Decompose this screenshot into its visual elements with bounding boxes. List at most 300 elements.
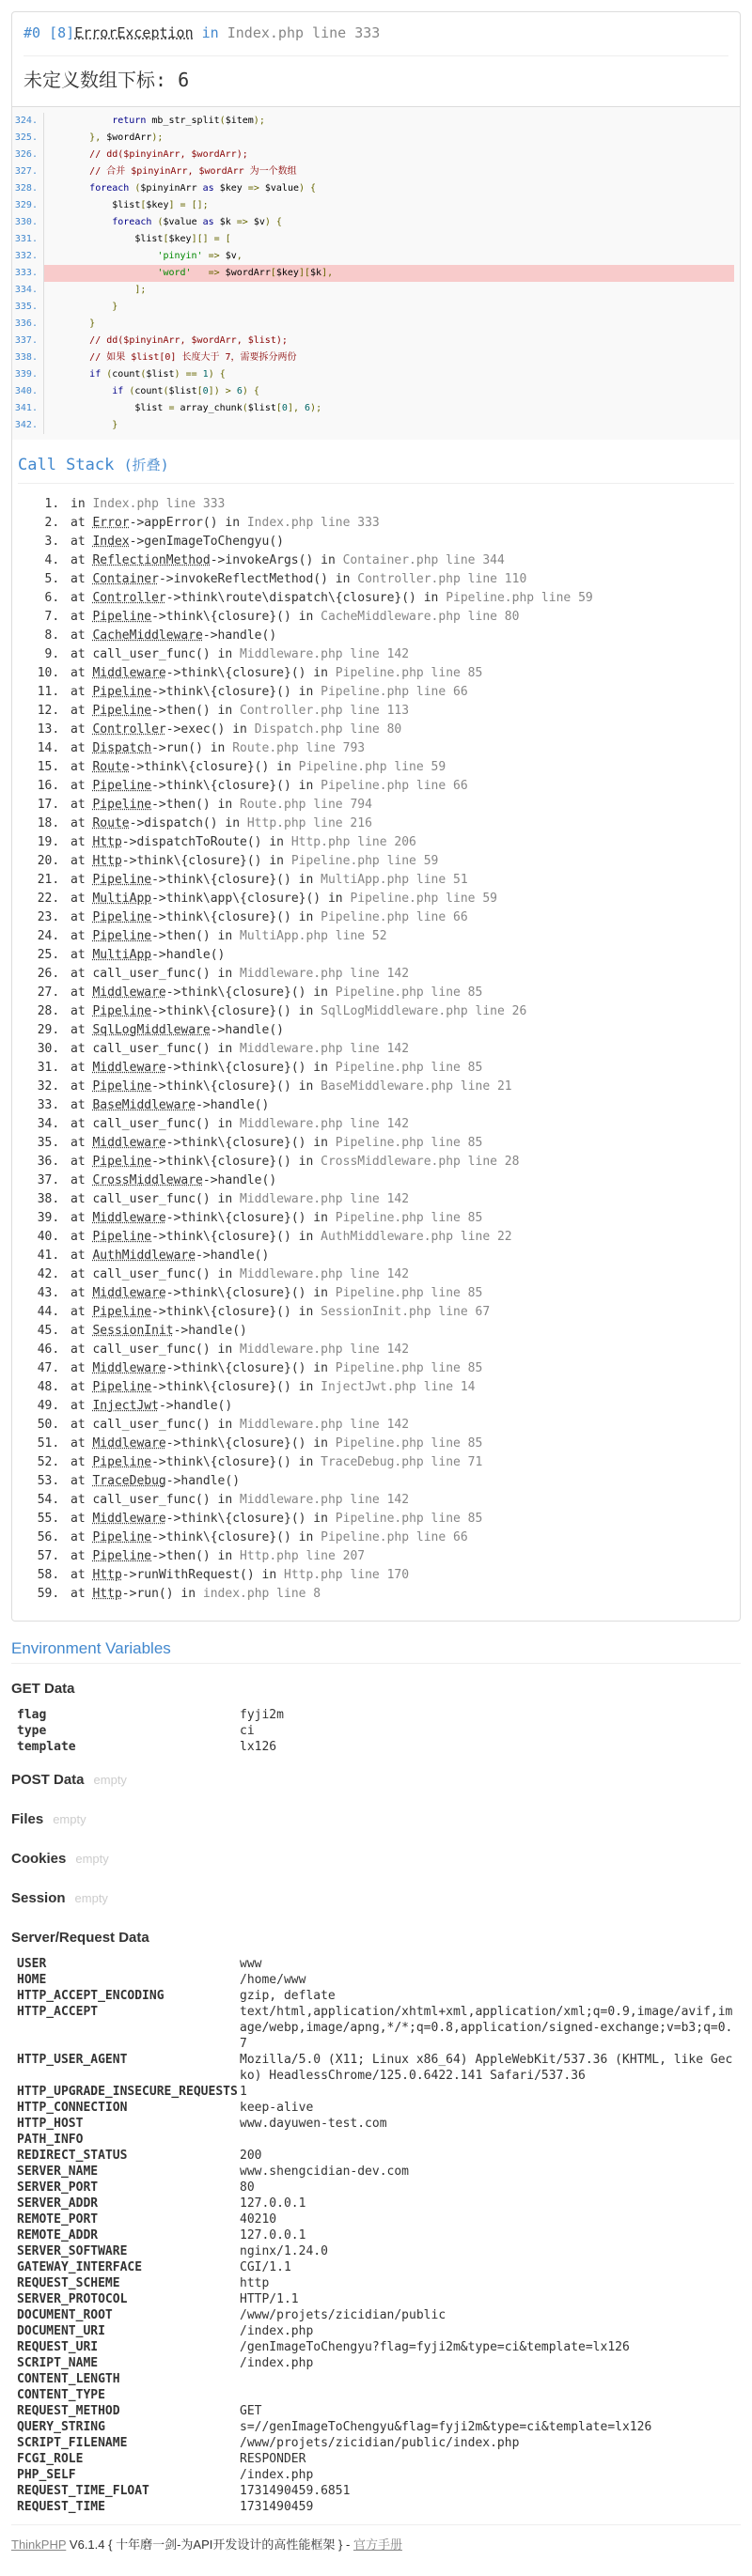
env-row xyxy=(11,2419,741,2435)
stack-call: call_user_func() xyxy=(92,1493,211,1507)
code-token-lit: 6 xyxy=(305,403,311,413)
stack-location-link[interactable]: index.php line 8 xyxy=(202,1587,321,1601)
stack-location-link[interactable]: Pipeline.php line 59 xyxy=(298,760,446,774)
code-token-pun: ( xyxy=(134,183,141,194)
env-value: RESPONDER xyxy=(240,2452,306,2466)
stack-class: Route xyxy=(92,816,130,830)
code-token-pun: ], xyxy=(321,268,334,278)
stack-call: ->run() xyxy=(151,741,203,755)
env-key: SERVER_PROTOCOL xyxy=(17,2292,128,2306)
stack-class: Controller xyxy=(92,591,166,605)
env-value: HTTP/1.1 xyxy=(240,2292,299,2306)
stack-class: Http xyxy=(92,1587,122,1601)
env-key: SCRIPT_NAME xyxy=(17,2356,99,2370)
env-section-caption xyxy=(11,1806,741,1834)
stack-location-link[interactable]: Pipeline.php line 85 xyxy=(335,666,483,680)
env-key: PATH_INFO xyxy=(17,2133,84,2147)
env-row xyxy=(11,2467,741,2483)
env-key: DOCUMENT_URI xyxy=(17,2324,105,2338)
stack-class: CacheMiddleware xyxy=(92,628,203,643)
stack-call: ->handle() xyxy=(158,1399,233,1413)
stack-frame: 11. at Pipeline->think\{closure}() in Pipeline.php line 66 xyxy=(67,683,723,702)
stack-frame: 34. at call_user_func() in Middleware.php line 142 xyxy=(67,1115,723,1134)
code-token-kwd: if xyxy=(89,369,102,380)
stack-location-link[interactable]: Index.php line 333 xyxy=(92,497,226,511)
stack-call: ->think\{closure}() xyxy=(165,1211,306,1225)
stack-frame: 40. at Pipeline->think\{closure}() in AuthMiddleware.php line 22 xyxy=(67,1228,723,1247)
stack-location-link[interactable]: Pipeline.php line 66 xyxy=(321,1530,468,1544)
stack-frame: 15. at Route->think\{closure}() in Pipeline.php line 59 xyxy=(67,758,723,777)
stack-location-link[interactable]: Http.php line 207 xyxy=(240,1549,366,1563)
env-value xyxy=(234,2132,741,2148)
stack-class: Http xyxy=(92,1568,122,1582)
code-line-324 xyxy=(43,113,734,130)
code-token-kwd: as xyxy=(202,217,214,227)
stack-call: ->handle() xyxy=(196,1098,270,1112)
code-token-lit: 1 xyxy=(202,369,209,380)
stack-location-link[interactable]: Middleware.php line 142 xyxy=(240,1042,410,1056)
code-token-com: // 合并 $pinyinArr, $wordArr 为一个数组 xyxy=(89,166,297,177)
code-token-pun: ( xyxy=(219,116,226,126)
code-line-326 xyxy=(43,147,734,163)
code-token-pln: count xyxy=(112,369,141,380)
stack-location-link[interactable]: TraceDebug.php line 71 xyxy=(321,1455,483,1469)
stack-class: AuthMiddleware xyxy=(92,1249,196,1263)
env-row xyxy=(11,2243,741,2259)
code-token-pun: => xyxy=(236,217,248,227)
env-key: REDIRECT_STATUS xyxy=(17,2149,128,2163)
stack-frame: 36. at Pipeline->think\{closure}() in CrossMiddleware.php line 28 xyxy=(67,1153,723,1172)
stack-call: ->think\{closure}() xyxy=(165,1286,306,1300)
stack-location-link[interactable]: Http.php line 216 xyxy=(246,816,372,830)
code-token-pln: $value xyxy=(163,217,203,227)
env-table xyxy=(11,1956,741,2515)
code-line-337 xyxy=(43,333,734,349)
stack-frame: 41. at AuthMiddleware->handle() xyxy=(67,1247,723,1265)
stack-frame: 18. at Route->dispatch() in Http.php line 216 xyxy=(67,815,723,833)
stack-location-link[interactable]: Pipeline.php line 85 xyxy=(335,1512,483,1526)
env-key: SERVER_ADDR xyxy=(17,2196,99,2211)
stack-location-link[interactable]: Pipeline.php line 85 xyxy=(335,1286,483,1300)
stack-class: Index xyxy=(92,535,130,549)
code-token-pln: $pinyinArr xyxy=(140,183,203,194)
stack-frame: 43. at Middleware->think\{closure}() in Pipeline.php line 85 xyxy=(67,1284,723,1303)
stack-class: Pipeline xyxy=(92,610,152,624)
code-token-pun: ( xyxy=(163,386,169,396)
code-token-pln: $wordArr xyxy=(219,268,271,278)
stack-call: ->think\app\{closure}() xyxy=(151,892,321,906)
stack-location-link[interactable]: Controller.php line 110 xyxy=(357,572,527,586)
stack-location-link[interactable]: Controller.php line 113 xyxy=(240,704,410,718)
code-token-kwd: if xyxy=(112,386,124,396)
stack-location-link[interactable]: Middleware.php line 142 xyxy=(240,1267,410,1281)
code-token-pln xyxy=(44,386,112,396)
stack-call: ->think\route\dispatch\{closure}() xyxy=(165,591,416,605)
stack-location-link[interactable]: InjectJwt.php line 14 xyxy=(321,1380,476,1394)
code-token-pln xyxy=(44,132,89,143)
stack-location-link[interactable]: MultiApp.php line 51 xyxy=(321,873,468,887)
exception-panel xyxy=(11,11,741,1622)
stack-call: ->then() xyxy=(151,1549,211,1563)
env-row xyxy=(11,2148,741,2164)
stack-call: ->think\{closure}() xyxy=(151,1305,291,1319)
stack-call: ->think\{closure}() xyxy=(151,873,291,887)
code-line-342 xyxy=(43,417,734,434)
stack-frame: 47. at Middleware->think\{closure}() in Pipeline.php line 85 xyxy=(67,1359,723,1378)
stack-frame: 39. at Middleware->think\{closure}() in Pipeline.php line 85 xyxy=(67,1209,723,1228)
env-key: GATEWAY_INTERFACE xyxy=(17,2260,143,2274)
env-section-caption xyxy=(11,1924,741,1952)
env-value: gzip, deflate xyxy=(240,1989,336,2003)
stack-frame: 24. at Pipeline->then() in MultiApp.php line 52 xyxy=(67,927,723,946)
env-key: QUERY_STRING xyxy=(17,2420,105,2434)
stack-class: MultiApp xyxy=(92,948,152,962)
code-token-pun: ) { xyxy=(299,183,317,194)
stack-location-link[interactable]: Middleware.php line 142 xyxy=(240,647,410,661)
stack-frame: 38. at call_user_func() in Middleware.php line 142 xyxy=(67,1190,723,1209)
stack-call: ->then() xyxy=(151,798,211,812)
env-value: /index.php xyxy=(240,2356,314,2370)
env-key: SERVER_PORT xyxy=(17,2180,99,2195)
environment-tables xyxy=(11,1675,741,2515)
stack-class: Middleware xyxy=(92,1061,166,1075)
code-token-com: // 如果 $list[0] 长度大于 7，需要拆分两份 xyxy=(89,352,297,363)
stack-location-link[interactable]: Pipeline.php line 85 xyxy=(335,985,483,1000)
env-value: 127.0.0.1 xyxy=(240,2228,306,2242)
env-key: REMOTE_ADDR xyxy=(17,2228,99,2242)
stack-frame: 16. at Pipeline->think\{closure}() in Pipeline.php line 66 xyxy=(67,777,723,796)
stack-frame: 17. at Pipeline->then() in Route.php line 794 xyxy=(67,796,723,815)
env-value: GET xyxy=(240,2404,262,2418)
code-token-pun: }, xyxy=(89,132,102,143)
exception-location-link[interactable]: Index.php line 333 xyxy=(227,24,381,41)
env-section-caption xyxy=(11,1675,741,1703)
env-row xyxy=(11,1956,741,1972)
stack-frame: 35. at Middleware->think\{closure}() in Pipeline.php line 85 xyxy=(67,1134,723,1153)
stack-call: ->then() xyxy=(151,704,211,718)
stack-class: Pipeline xyxy=(92,873,152,887)
stack-class: Pipeline xyxy=(92,1230,152,1244)
stack-frame: 13. at Controller->exec() in Dispatch.php line 80 xyxy=(67,721,723,739)
stack-call: ->think\{closure}() xyxy=(151,1380,291,1394)
code-token-pln xyxy=(44,268,157,278)
stack-frame: 26. at call_user_func() in Middleware.php line 142 xyxy=(67,965,723,984)
stack-frame: 49. at InjectJwt->handle() xyxy=(67,1397,723,1416)
code-token-pun: ); xyxy=(253,116,265,126)
code-token-pln: $v xyxy=(247,217,265,227)
code-line-331 xyxy=(43,231,734,248)
stack-frame: 6. at Controller->think\route\dispatch\{closure}() in Pipeline.php line 59 xyxy=(67,589,723,608)
stack-location-link[interactable]: Index.php line 333 xyxy=(246,516,380,530)
stack-class: Pipeline xyxy=(92,685,152,699)
env-key: HTTP_UPGRADE_INSECURE_REQUESTS xyxy=(17,2085,238,2099)
stack-class: Pipeline xyxy=(92,1155,152,1169)
stack-frame: 8. at CacheMiddleware->handle() xyxy=(67,627,723,645)
env-key: HTTP_USER_AGENT xyxy=(17,2053,128,2067)
env-row xyxy=(11,2387,741,2403)
stack-location-link[interactable]: Dispatch.php line 80 xyxy=(254,722,402,737)
env-value: CGI/1.1 xyxy=(240,2260,291,2274)
code-token-pun: ( xyxy=(140,369,147,380)
call-stack-title[interactable] xyxy=(18,451,734,484)
env-row xyxy=(11,2451,741,2467)
stack-frame: 3. at Index->genImageToChengyu() xyxy=(67,533,723,551)
env-value: ci xyxy=(240,1724,255,1738)
code-token-com: // dd($pinyinArr, $wordArr, $list); xyxy=(89,335,288,346)
exception-class: ErrorException xyxy=(74,24,194,41)
stack-class: Pipeline xyxy=(92,1305,152,1319)
stack-location-link[interactable]: Route.php line 794 xyxy=(240,798,372,812)
code-token-pln xyxy=(44,217,112,227)
stack-frame: 57. at Pipeline->then() in Http.php line 207 xyxy=(67,1547,723,1566)
stack-call: ->think\{closure}() xyxy=(151,910,291,924)
stack-frame: 31. at Middleware->think\{closure}() in Pipeline.php line 85 xyxy=(67,1059,723,1078)
stack-call: ->runWithRequest() xyxy=(121,1568,255,1582)
call-stack-list xyxy=(29,495,723,1604)
env-row xyxy=(11,1723,741,1739)
env-key: PHP_SELF xyxy=(17,2468,76,2482)
exception-message: 未定义数组下标: 6 xyxy=(24,69,190,91)
stack-class: Pipeline xyxy=(92,1380,152,1394)
env-value: /index.php xyxy=(240,2324,314,2338)
code-token-pln xyxy=(44,183,89,194)
code-token-pln: $list xyxy=(146,369,175,380)
stack-location-link[interactable]: Pipeline.php line 66 xyxy=(321,910,468,924)
stack-location-link[interactable]: CrossMiddleware.php line 28 xyxy=(321,1155,520,1169)
code-token-kwd: as xyxy=(202,183,214,194)
stack-class: Middleware xyxy=(92,1361,166,1375)
stack-location-link[interactable]: Pipeline.php line 85 xyxy=(335,1361,483,1375)
stack-location-link[interactable]: Middleware.php line 142 xyxy=(240,1117,410,1131)
stack-frame: 5. at Container->invokeReflectMethod() in Controller.php line 110 xyxy=(67,570,723,589)
stack-frame: 32. at Pipeline->think\{closure}() in BaseMiddleware.php line 21 xyxy=(67,1078,723,1096)
stack-class: ReflectionMethod xyxy=(92,553,211,567)
code-token-str: 'word' xyxy=(157,268,192,278)
env-key: REMOTE_PORT xyxy=(17,2212,99,2227)
stack-class: Middleware xyxy=(92,1211,166,1225)
code-token-pln: $value xyxy=(258,183,299,194)
env-key: USER xyxy=(17,1957,47,1971)
stack-class: Controller xyxy=(92,722,166,737)
stack-location-link[interactable]: Middleware.php line 142 xyxy=(240,1192,410,1206)
code-line-330 xyxy=(43,214,734,231)
stack-call: ->think\{closure}() xyxy=(165,1361,306,1375)
code-token-pln xyxy=(44,149,89,160)
stack-class: Pipeline xyxy=(92,1549,152,1563)
code-token-pln: mb_str_split xyxy=(146,116,220,126)
env-key: FCGI_ROLE xyxy=(17,2452,84,2466)
stack-frame: 58. at Http->runWithRequest() in Http.php line 170 xyxy=(67,1566,723,1585)
stack-location-link[interactable]: Pipeline.php line 66 xyxy=(321,779,468,793)
stack-location-link[interactable]: Pipeline.php line 85 xyxy=(335,1136,483,1150)
stack-location-link[interactable]: AuthMiddleware.php line 22 xyxy=(321,1230,512,1244)
stack-class: Http xyxy=(92,835,122,849)
stack-location-link[interactable]: Middleware.php line 142 xyxy=(240,1418,410,1432)
code-line-332 xyxy=(43,248,734,265)
stack-location-link[interactable]: Pipeline.php line 59 xyxy=(350,892,497,906)
env-section-name: GET Data xyxy=(11,1681,75,1697)
stack-call: ->run() xyxy=(121,1587,174,1601)
footer-slogan: { 十年磨一剑-为API开发设计的高性能框架 } xyxy=(108,2537,343,2552)
exception-message-card xyxy=(11,11,741,106)
stack-call: ->think\{closure}() xyxy=(151,610,291,624)
stack-class: Container xyxy=(92,572,159,586)
code-token-pln: array_chunk xyxy=(180,403,243,413)
stack-location-link[interactable]: Pipeline.php line 59 xyxy=(290,854,439,868)
env-row xyxy=(11,1739,741,1755)
env-row xyxy=(11,1707,741,1723)
code-token-pun: ) { xyxy=(242,386,259,396)
code-line-333 xyxy=(43,265,734,282)
code-token-pun: [ xyxy=(270,268,276,278)
stack-frame: 19. at Http->dispatchToRoute() in Http.php line 206 xyxy=(67,833,723,852)
stack-frame: 25. at MultiApp->handle() xyxy=(67,946,723,965)
code-token-pun: ( xyxy=(129,386,135,396)
stack-call: ->genImageToChengyu() xyxy=(129,535,284,549)
stack-location-link[interactable]: Pipeline.php line 66 xyxy=(321,685,468,699)
env-row xyxy=(11,2435,741,2451)
code-token-pun: => xyxy=(208,268,220,278)
stack-frame: 46. at call_user_func() in Middleware.php line 142 xyxy=(67,1341,723,1359)
env-key: HOME xyxy=(17,1973,47,1987)
env-row xyxy=(11,2307,741,2323)
code-token-pln: $list xyxy=(44,200,141,210)
env-row xyxy=(11,2100,741,2116)
stack-class: Middleware xyxy=(92,666,166,680)
code-token-pun: ( xyxy=(242,403,248,413)
stack-location-link[interactable]: Http.php line 206 xyxy=(290,835,416,849)
env-value: www xyxy=(240,1957,262,1971)
stack-call: ->think\{closure}() xyxy=(151,1230,291,1244)
env-key: type xyxy=(17,1724,47,1738)
stack-location-link[interactable]: Middleware.php line 142 xyxy=(240,1342,410,1357)
stack-frame: 44. at Pipeline->think\{closure}() in SessionInit.php line 67 xyxy=(67,1303,723,1322)
env-row xyxy=(11,2499,741,2515)
env-value: Mozilla/5.0 (X11; Linux x86_64) AppleWebKit/537.36 (KHTML, like Gecko) HeadlessChrome/125.0.6422.141 Safari/537.36 xyxy=(240,2053,733,2083)
code-token-com: // dd($pinyinArr, $wordArr); xyxy=(89,149,248,160)
env-row xyxy=(11,2227,741,2243)
code-token-str: 'pinyin' xyxy=(157,251,203,261)
env-key: CONTENT_LENGTH xyxy=(17,2372,120,2386)
env-key: DOCUMENT_ROOT xyxy=(17,2308,113,2322)
source-code-block xyxy=(11,106,741,440)
code-token-pln: $list xyxy=(44,403,164,413)
code-token-pun: ], xyxy=(287,403,299,413)
env-value: 1 xyxy=(240,2085,247,2099)
stack-call: call_user_func() xyxy=(92,647,211,661)
call-stack-toggle-label: (折叠) xyxy=(123,457,169,473)
stack-class: Pipeline xyxy=(92,704,152,718)
code-line-341 xyxy=(43,400,734,417)
code-token-pun: ][] = [ xyxy=(191,234,231,244)
thinkphp-link[interactable]: ThinkPHP xyxy=(11,2537,67,2552)
stack-call: ->think\{closure}() xyxy=(151,1155,291,1169)
stack-frame: 1. in Index.php line 333 xyxy=(67,495,723,514)
stack-call: ->think\{closure}() xyxy=(151,1004,291,1018)
code-token-pln xyxy=(44,251,157,261)
env-value xyxy=(234,2371,741,2387)
env-row xyxy=(11,2180,741,2196)
env-section-name: Files xyxy=(11,1811,44,1827)
env-key: HTTP_ACCEPT_ENCODING xyxy=(17,1989,164,2003)
stack-location-link[interactable]: Route.php line 793 xyxy=(232,741,366,755)
env-value: 40210 xyxy=(240,2212,277,2227)
code-line-328 xyxy=(43,180,734,197)
code-token-pun: => xyxy=(208,251,220,261)
code-token-pun: ); xyxy=(310,403,322,413)
code-token-pln xyxy=(44,369,89,380)
stack-class: Middleware xyxy=(92,1512,166,1526)
stack-call: call_user_func() xyxy=(92,1192,211,1206)
env-empty-label: empty xyxy=(75,1852,109,1866)
stack-frame: 54. at call_user_func() in Middleware.php line 142 xyxy=(67,1491,723,1510)
env-value: /www/projets/zicidian/public/index.php xyxy=(240,2436,520,2450)
stack-location-link[interactable]: BaseMiddleware.php line 21 xyxy=(321,1079,512,1094)
environment-section xyxy=(11,1635,741,2515)
stack-frame: 27. at Middleware->think\{closure}() in Pipeline.php line 85 xyxy=(67,984,723,1002)
env-row xyxy=(11,2004,741,2052)
manual-link[interactable]: 官方手册 xyxy=(352,2537,402,2552)
stack-location-link[interactable]: MultiApp.php line 52 xyxy=(240,929,387,943)
env-section-name: POST Data xyxy=(11,1772,85,1788)
env-key: flag xyxy=(17,1708,47,1722)
env-key: REQUEST_URI xyxy=(17,2340,99,2354)
stack-call: ->handle() xyxy=(196,1249,270,1263)
stack-location-link[interactable]: Pipeline.php line 85 xyxy=(335,1061,483,1075)
stack-location-link[interactable]: Middleware.php line 142 xyxy=(240,967,410,981)
stack-location-link[interactable]: Middleware.php line 142 xyxy=(240,1493,410,1507)
env-empty-label: empty xyxy=(74,1891,108,1905)
source-code-lines xyxy=(18,113,734,434)
code-token-pun: ) { xyxy=(208,369,226,380)
env-key: SERVER_NAME xyxy=(17,2165,99,2179)
stack-frame: 14. at Dispatch->run() in Route.php line 793 xyxy=(67,739,723,758)
stack-location-link[interactable]: SessionInit.php line 67 xyxy=(321,1305,491,1319)
code-token-pln: count xyxy=(134,386,164,396)
env-row xyxy=(11,2052,741,2084)
stack-location-link[interactable]: Pipeline.php line 85 xyxy=(335,1211,483,1225)
code-token-pun: [ xyxy=(163,234,169,244)
stack-location-link[interactable]: CacheMiddleware.php line 80 xyxy=(321,610,520,624)
stack-location-link[interactable]: SqlLogMiddleware.php line 26 xyxy=(321,1004,527,1018)
env-row xyxy=(11,2355,741,2371)
env-row xyxy=(11,2164,741,2180)
env-section-caption xyxy=(11,1885,741,1913)
env-section-caption xyxy=(11,1845,741,1873)
code-token-pln: $key xyxy=(275,268,299,278)
env-key: CONTENT_TYPE xyxy=(17,2388,105,2402)
stack-frame: 28. at Pipeline->think\{closure}() in SqlLogMiddleware.php line 26 xyxy=(67,1002,723,1021)
stack-frame: 30. at call_user_func() in Middleware.php line 142 xyxy=(67,1040,723,1059)
env-row xyxy=(11,2084,741,2100)
stack-location-link[interactable]: Pipeline.php line 59 xyxy=(446,591,593,605)
stack-call: ->think\{closure}() xyxy=(165,1061,306,1075)
code-token-pln xyxy=(192,268,209,278)
stack-location-link[interactable]: Http.php line 170 xyxy=(284,1568,410,1582)
stack-location-link[interactable]: Pipeline.php line 85 xyxy=(335,1436,483,1451)
env-empty-label: empty xyxy=(93,1773,127,1787)
stack-frame: 7. at Pipeline->think\{closure}() in CacheMiddleware.php line 80 xyxy=(67,608,723,627)
stack-call: ->handle() xyxy=(202,628,277,643)
env-row xyxy=(11,2196,741,2211)
stack-location-link[interactable]: Container.php line 344 xyxy=(342,553,505,567)
stack-frame: 10. at Middleware->think\{closure}() in Pipeline.php line 85 xyxy=(67,664,723,683)
stack-class: InjectJwt xyxy=(92,1399,159,1413)
stack-class: Pipeline xyxy=(92,1004,152,1018)
stack-class: Http xyxy=(92,854,122,868)
stack-frame: 45. at SessionInit->handle() xyxy=(67,1322,723,1341)
env-row xyxy=(11,2291,741,2307)
